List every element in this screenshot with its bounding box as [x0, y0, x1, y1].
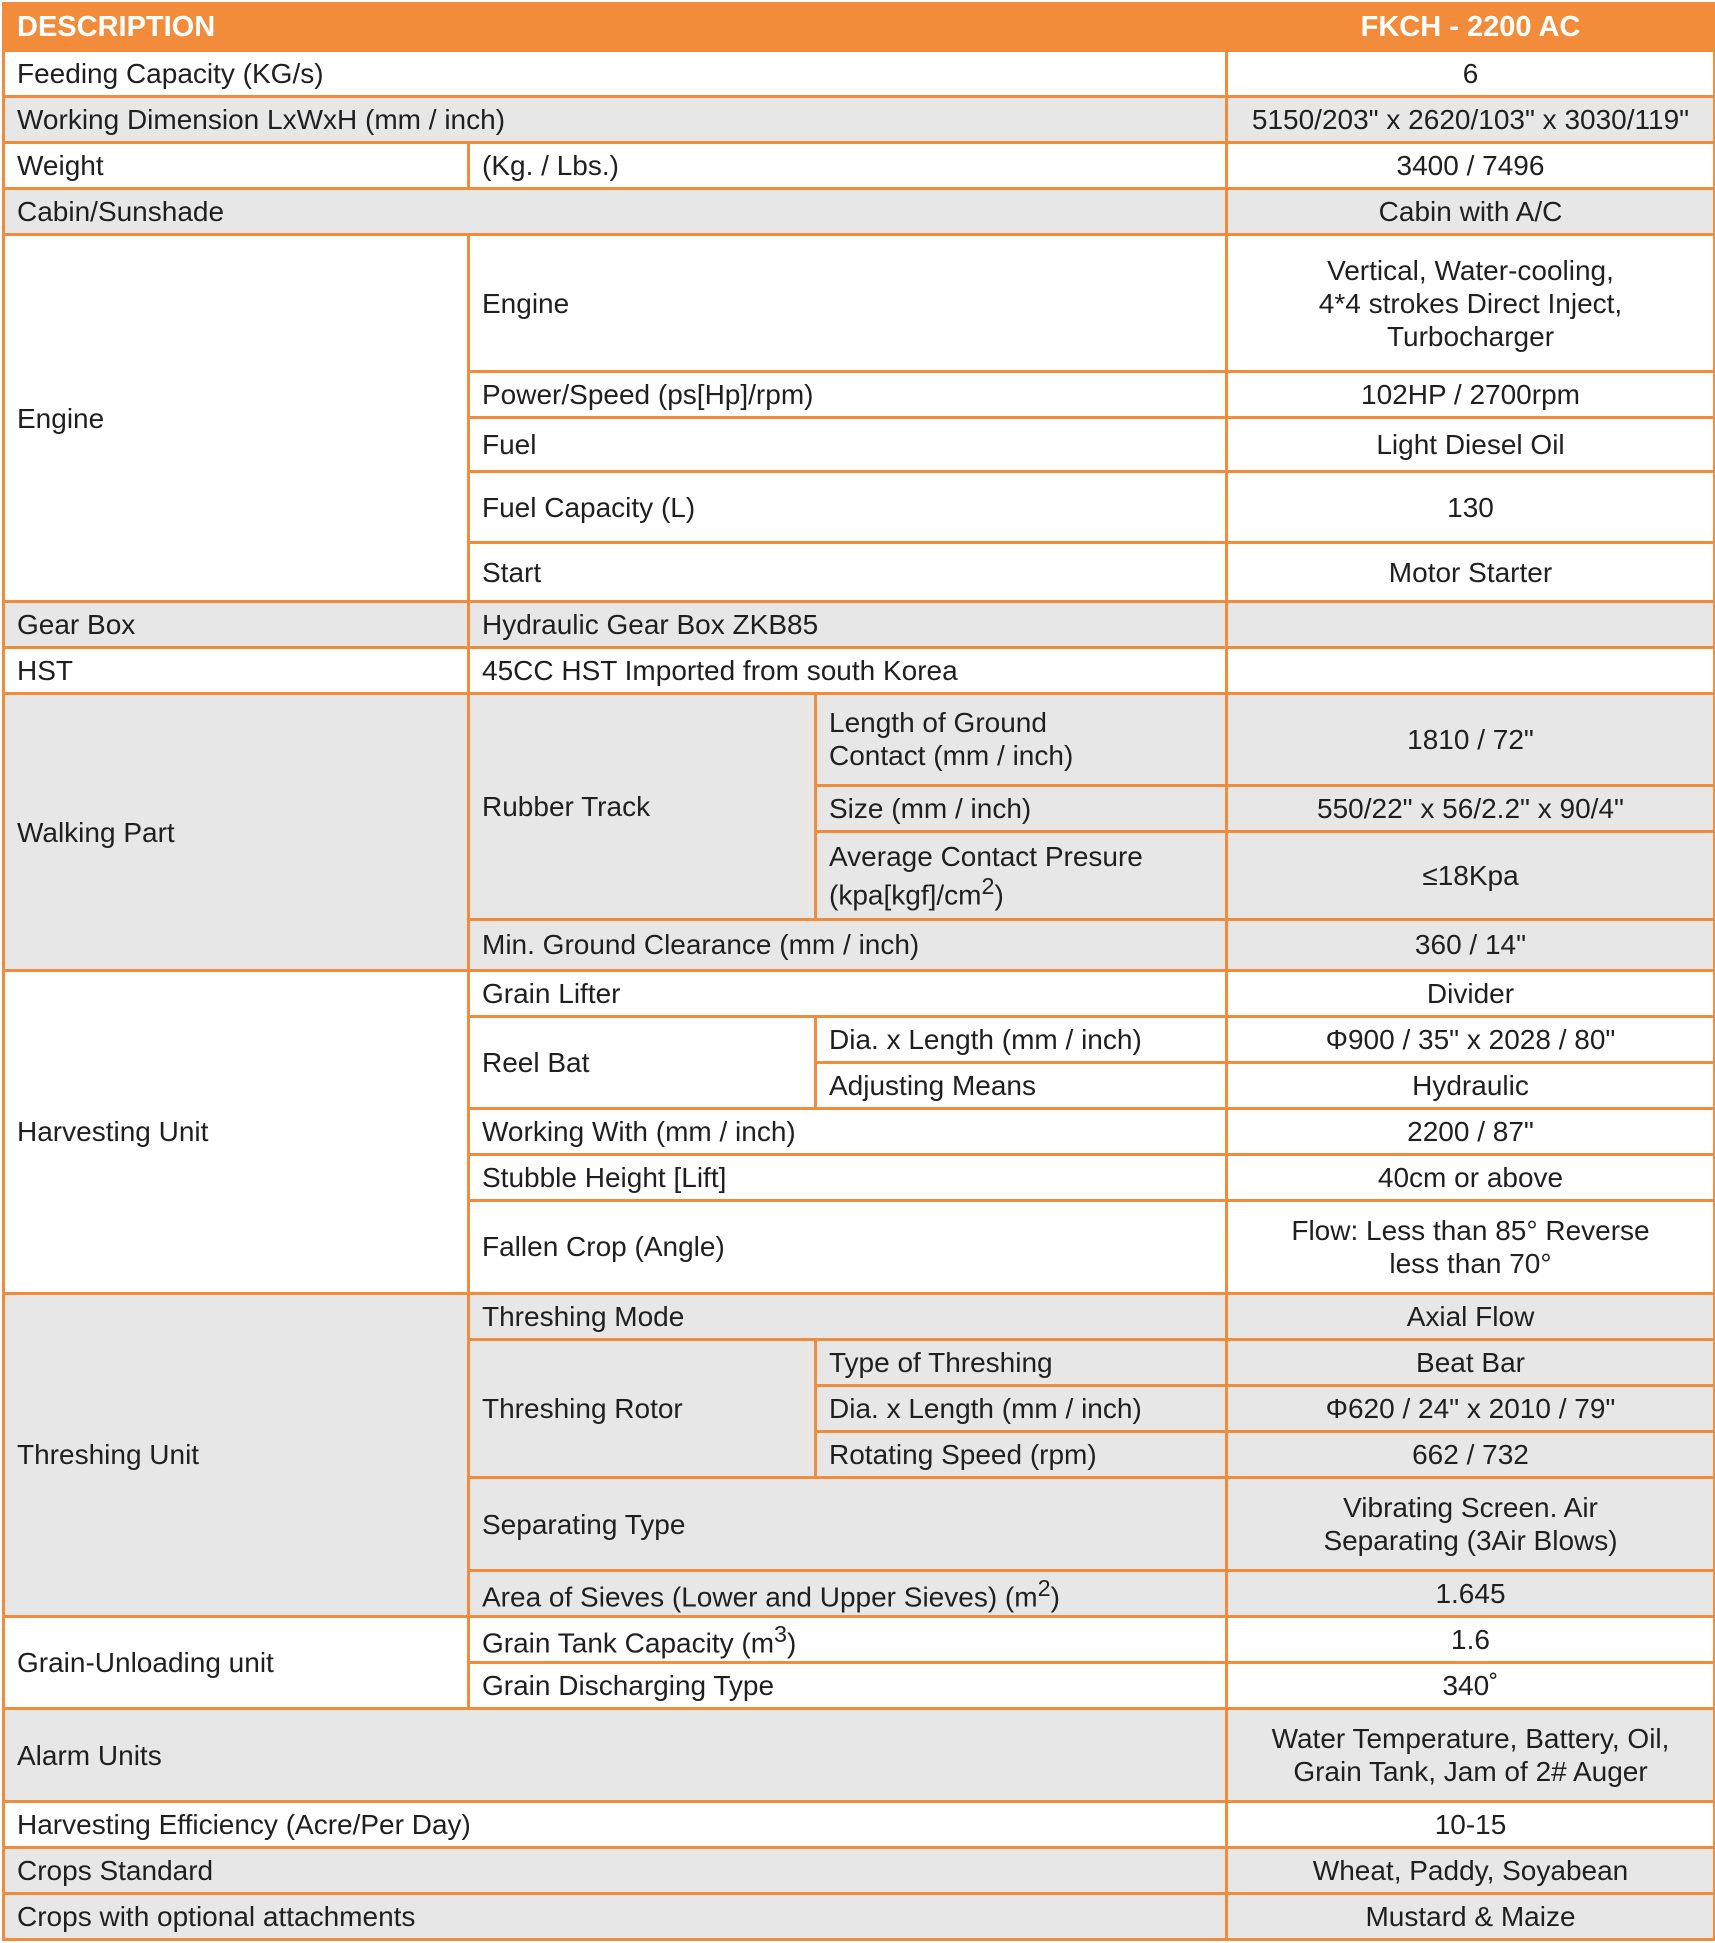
gearbox-label: Gear Box: [4, 602, 469, 648]
alarm-value: Water Temperature, Battery, Oil, Grain Tank, Jam of 2# Auger: [1227, 1709, 1715, 1801]
alarm-label: Alarm Units: [4, 1709, 1227, 1801]
clearance-value: 360 / 14": [1227, 919, 1715, 970]
spec-table: [2, 2, 1715, 1941]
contact-pressure-line3: ): [994, 878, 1004, 910]
rubber-track-label: Rubber Track: [469, 694, 816, 919]
threshing-type-label: Type of Threshing: [816, 1339, 1227, 1385]
table-row: [4, 143, 1715, 189]
power-value: 102HP / 2700rpm: [1227, 371, 1715, 417]
grain-lifter-value: Divider: [1227, 970, 1715, 1016]
crops-standard-label: Crops Standard: [4, 1847, 1227, 1893]
cabin-value: Cabin with A/C: [1227, 189, 1715, 235]
sieves-label-end: ): [1050, 1580, 1060, 1612]
table-row: [4, 235, 1715, 371]
weight-value: 3400 / 7496: [1227, 143, 1715, 189]
table-row: [4, 189, 1715, 235]
hst-value: 45CC HST Imported from south Korea: [469, 648, 1227, 694]
header-model: FKCH - 2200 AC: [1227, 4, 1715, 51]
tank-sup: 3: [774, 1620, 788, 1647]
working-width-value: 2200 / 87": [1227, 1109, 1715, 1155]
hst-empty: [1227, 648, 1715, 694]
crops-optional-value: Mustard & Maize: [1227, 1893, 1715, 1939]
reel-bat-label: Reel Bat: [469, 1017, 816, 1109]
table-row: [4, 1293, 1715, 1339]
harvesting-group-label: Harvesting Unit: [4, 970, 469, 1293]
table-row: [4, 97, 1715, 143]
threshing-group-label: Threshing Unit: [4, 1293, 469, 1617]
table-row: [4, 602, 1715, 648]
tank-value: 1.6: [1227, 1617, 1715, 1663]
stubble-value: 40cm or above: [1227, 1155, 1715, 1201]
grain-lifter-label: Grain Lifter: [469, 970, 1227, 1016]
fallen-crop-value: Flow: Less than 85° Reverse less than 70°: [1227, 1201, 1715, 1293]
fuel-capacity-label: Fuel Capacity (L): [469, 471, 1227, 542]
adjusting-value: Hydraulic: [1227, 1063, 1715, 1109]
reel-dia-value: Φ900 / 35" x 2028 / 80": [1227, 1017, 1715, 1063]
sieves-label-text: Area of Sieves (Lower and Upper Sieves) (m: [482, 1580, 1038, 1612]
tank-label: [469, 1617, 1227, 1663]
clearance-label: Min. Ground Clearance (mm / inch): [469, 919, 1227, 970]
gearbox-empty: [1227, 602, 1715, 648]
start-value: Motor Starter: [1227, 543, 1715, 602]
reel-dia-label: Dia. x Length (mm / inch): [816, 1017, 1227, 1063]
threshing-mode-label: Threshing Mode: [469, 1293, 1227, 1339]
fuel-capacity-value: 130: [1227, 471, 1715, 542]
table-row: [4, 51, 1715, 97]
separating-value: Vibrating Screen. Air Separating (3Air Blows): [1227, 1477, 1715, 1570]
dimension-value: 5150/203" x 2620/103" x 3030/119": [1227, 97, 1715, 143]
feeding-value: 6: [1227, 51, 1715, 97]
header-row: [4, 4, 1715, 51]
walking-group-label: Walking Part: [4, 694, 469, 971]
weight-label: Weight: [4, 143, 469, 189]
contact-pressure-line2: (kpa[kgf]/cm: [829, 878, 982, 910]
contact-pressure-value: ≤18Kpa: [1227, 831, 1715, 919]
separating-label: Separating Type: [469, 1477, 1227, 1570]
table-row: [4, 1617, 1715, 1663]
crops-optional-label: Crops with optional attachments: [4, 1893, 1227, 1939]
fuel-value: Light Diesel Oil: [1227, 417, 1715, 471]
rotor-dia-label: Dia. x Length (mm / inch): [816, 1385, 1227, 1431]
ground-contact-label: Length of Ground Contact (mm / inch): [816, 694, 1227, 785]
gearbox-value: Hydraulic Gear Box ZKB85: [469, 602, 1227, 648]
rotor-dia-value: Φ620 / 24" x 2010 / 79": [1227, 1385, 1715, 1431]
engine-value: Vertical, Water-cooling, 4*4 strokes Direct Inject, Turbocharger: [1227, 235, 1715, 371]
working-width-label: Working With (mm / inch): [469, 1109, 1227, 1155]
table-row: [4, 970, 1715, 1016]
tank-label-end: ): [787, 1626, 797, 1658]
header-description: DESCRIPTION: [4, 4, 1227, 51]
feeding-label: Feeding Capacity (KG/s): [4, 51, 1227, 97]
crops-standard-value: Wheat, Paddy, Soyabean: [1227, 1847, 1715, 1893]
track-size-label: Size (mm / inch): [816, 785, 1227, 831]
discharging-label: Grain Discharging Type: [469, 1663, 1227, 1709]
threshing-mode-value: Axial Flow: [1227, 1293, 1715, 1339]
table-row: [4, 1893, 1715, 1939]
fallen-crop-label: Fallen Crop (Angle): [469, 1201, 1227, 1293]
threshing-type-value: Beat Bar: [1227, 1339, 1715, 1385]
unloading-group-label: Grain-Unloading unit: [4, 1617, 469, 1709]
efficiency-value: 10-15: [1227, 1801, 1715, 1847]
table-row: [4, 694, 1715, 785]
sieves-sup: 2: [1037, 1574, 1051, 1601]
start-label: Start: [469, 543, 1227, 602]
weight-unit: (Kg. / Lbs.): [469, 143, 1227, 189]
table-row: [4, 1709, 1715, 1801]
sieves-value: 1.645: [1227, 1571, 1715, 1617]
hst-label: HST: [4, 648, 469, 694]
efficiency-label: Harvesting Efficiency (Acre/Per Day): [4, 1801, 1227, 1847]
fuel-label: Fuel: [469, 417, 1227, 471]
contact-pressure-line1: Average Contact Presure: [829, 840, 1143, 872]
contact-pressure-sup: 2: [981, 872, 995, 899]
contact-pressure-label: [816, 831, 1227, 919]
rotating-speed-value: 662 / 732: [1227, 1431, 1715, 1477]
ground-contact-value: 1810 / 72": [1227, 694, 1715, 785]
discharging-value: 340˚: [1227, 1663, 1715, 1709]
table-row: [4, 1801, 1715, 1847]
sieves-label: [469, 1571, 1227, 1617]
tank-label-text: Grain Tank Capacity (m: [482, 1626, 775, 1658]
stubble-label: Stubble Height [Lift]: [469, 1155, 1227, 1201]
table-row: [4, 648, 1715, 694]
track-size-value: 550/22" x 56/2.2" x 90/4": [1227, 785, 1715, 831]
dimension-label: Working Dimension LxWxH (mm / inch): [4, 97, 1227, 143]
power-label: Power/Speed (ps[Hp]/rpm): [469, 371, 1227, 417]
threshing-rotor-label: Threshing Rotor: [469, 1339, 816, 1477]
cabin-label: Cabin/Sunshade: [4, 189, 1227, 235]
table-row: [4, 1847, 1715, 1893]
engine-group-label: Engine: [4, 235, 469, 602]
adjusting-label: Adjusting Means: [816, 1063, 1227, 1109]
engine-label: Engine: [469, 235, 1227, 371]
rotating-speed-label: Rotating Speed (rpm): [816, 1431, 1227, 1477]
